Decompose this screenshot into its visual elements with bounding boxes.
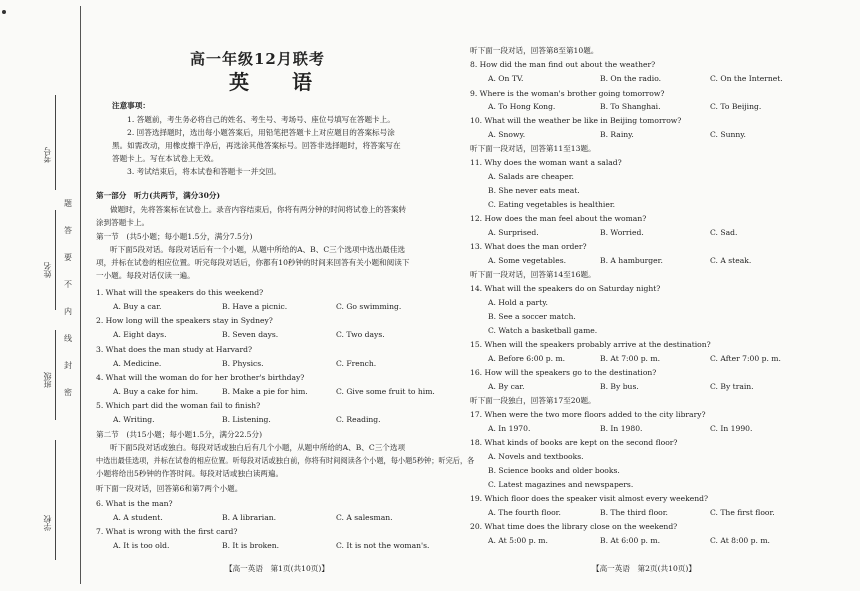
option-b: B. Science books and older books. xyxy=(488,466,620,475)
question: 10. What will the weather be like in Beijing tomorrow? xyxy=(470,116,682,125)
xingming-blank xyxy=(55,210,56,310)
notes-line: 黑。如需改动，用橡皮擦干净后，再选涂其他答案标号。回答非选择题时，将答案写在 xyxy=(112,141,401,150)
option-c: C. Give some fruit to him. xyxy=(336,387,435,396)
listen-instruction: 听下面一段对话，回答第6和第7两个小题。 xyxy=(96,484,243,493)
listen-instruction: 听下面一段对话，回答第14至16题。 xyxy=(470,270,596,279)
seal-char: 题 xyxy=(64,199,72,208)
xuexiao-blank xyxy=(55,440,56,560)
question: 9. Where is the woman's brother going tomorrow? xyxy=(470,89,665,98)
option-c: C. Latest magazines and newspapers. xyxy=(488,480,634,489)
option-a: A. A student. xyxy=(113,513,163,522)
option-b: B. Have a picnic. xyxy=(222,302,288,311)
question: 3. What does the man study at Harvard? xyxy=(96,345,253,354)
label-xuexiao: 学校 xyxy=(43,515,52,531)
section2-heading: 第二节 (共15小题；每小题1.5分，满分22.5分) xyxy=(96,430,263,439)
option-b: B. Listening. xyxy=(222,415,271,424)
option-a: A. It is too old. xyxy=(113,541,170,550)
option-b: B. To Shanghai. xyxy=(600,102,661,111)
notes-line: 2. 回答选择题时，选出每小题答案后，用铅笔把答题卡上对应题目的答案标号涂 xyxy=(127,128,395,137)
notes-line: 1. 答题前，考生务必将自己的姓名、考生号、考场号、座位号填写在答题卡上。 xyxy=(127,115,395,124)
option-a: A. Surprised. xyxy=(488,228,539,237)
listen-instruction: 听下面一段对话，回答第11至13题。 xyxy=(470,144,596,153)
option-c: C. It is not the woman's. xyxy=(336,541,430,550)
option-c: C. By train. xyxy=(710,382,754,391)
seal-char: 线 xyxy=(64,334,72,343)
subject-title: 英 语 xyxy=(229,70,330,94)
question: 2. How long will the speakers stay in Sydney? xyxy=(96,316,273,325)
option-b: B. Worried. xyxy=(600,228,644,237)
section2-intro: 中选出最佳选项，并标在试卷的相应位置。听每段对话或独白前，你将有时间阅读各个小题，每小题5秒钟；听完后，各 xyxy=(96,456,475,465)
question: 5. Which part did the woman fail to finish? xyxy=(96,401,261,410)
option-a: A. Novels and textbooks. xyxy=(488,452,584,461)
question: 18. What kinds of books are kept on the second floor? xyxy=(470,438,678,447)
question: 6. What is the man? xyxy=(96,499,173,508)
option-c: C. Sad. xyxy=(710,228,738,237)
binding-line xyxy=(80,6,81,584)
option-a: A. Medicine. xyxy=(113,359,162,368)
option-a: A. To Hong Kong. xyxy=(488,102,556,111)
seal-char: 不 xyxy=(64,280,72,289)
seal-char: 封 xyxy=(64,361,72,370)
question: 19. Which floor does the speaker visit almost every weekend? xyxy=(470,494,709,503)
option-b: B. It is broken. xyxy=(222,541,280,550)
page-footer: 【高一英语 第2页(共10页)】 xyxy=(592,564,696,573)
banji-blank xyxy=(55,330,56,420)
option-b: B. A librarian. xyxy=(222,513,277,522)
notes-heading: 注意事项： xyxy=(112,101,150,110)
option-a: A. At 5:00 p. m. xyxy=(488,536,548,545)
option-a: A. Hold a party. xyxy=(488,298,548,307)
option-a: A. Snowy. xyxy=(488,130,526,139)
part1-intro: 做题时，先将答案标在试卷上。录音内容结束后，你将有两分钟的时间将试卷上的答案转 xyxy=(110,205,407,214)
option-c: C. Watch a basketball game. xyxy=(488,326,598,335)
listen-instruction: 听下面一段对话，回答第8至第10题。 xyxy=(470,46,599,55)
option-a: A. In 1970. xyxy=(488,424,531,433)
option-b: B. The third floor. xyxy=(600,508,668,517)
seal-char: 要 xyxy=(64,253,72,262)
question: 13. What does the man order? xyxy=(470,242,587,251)
page-footer: 【高一英语 第1页(共10页)】 xyxy=(225,564,329,573)
option-c: C. At 8:00 p. m. xyxy=(710,536,770,545)
option-c: C. The first floor. xyxy=(710,508,775,517)
option-c: C. After 7:00 p. m. xyxy=(710,354,781,363)
option-a: A. By car. xyxy=(488,382,525,391)
label-xingming: 姓名 xyxy=(43,262,52,278)
option-b: B. At 6:00 p. m. xyxy=(600,536,660,545)
seal-char: 内 xyxy=(64,307,72,316)
notes-line: 3. 考试结束后，将本试卷和答题卡一并交回。 xyxy=(127,167,281,176)
option-c: C. Reading. xyxy=(336,415,381,424)
option-b: B. She never eats meat. xyxy=(488,186,580,195)
label-banji: 班级 xyxy=(43,372,52,388)
option-b: B. Make a pie for him. xyxy=(222,387,308,396)
question: 15. When will the speakers probably arrive at the destination? xyxy=(470,340,711,349)
option-a: A. Buy a cake for him. xyxy=(113,387,199,396)
option-a: A. On TV. xyxy=(488,74,524,83)
option-c: C. On the Internet. xyxy=(710,74,783,83)
option-c: C. Eating vegetables is healthier. xyxy=(488,200,616,209)
option-b: B. By bus. xyxy=(600,382,639,391)
option-a: A. Some vegetables. xyxy=(488,256,567,265)
seal-char: 密 xyxy=(64,388,72,397)
question: 17. When were the two more floors added to the city library? xyxy=(470,410,706,419)
section1-heading: 第一节 (共5小题；每小题1.5分，满分7.5分) xyxy=(96,232,253,241)
option-b: B. Seven days. xyxy=(222,330,279,339)
option-b: B. A hamburger. xyxy=(600,256,663,265)
option-c: C. Two days. xyxy=(336,330,385,339)
option-c: C. Sunny. xyxy=(710,130,746,139)
option-a: A. Eight days. xyxy=(113,330,167,339)
section2-intro: 听下面5段对话或独白。每段对话或独白后有几个小题，从题中所给的A、B、C三个选项 xyxy=(110,443,406,452)
option-a: A. Before 6:00 p. m. xyxy=(488,354,566,363)
notes-line: 答题卡上。写在本试卷上无效。 xyxy=(112,154,219,163)
option-b: B. In 1980. xyxy=(600,424,643,433)
binding-margin xyxy=(0,0,82,591)
option-c: C. In 1990. xyxy=(710,424,753,433)
option-c: C. Go swimming. xyxy=(336,302,402,311)
question: 1. What will the speakers do this weekend? xyxy=(96,288,264,297)
question: 11. Why does the woman want a salad? xyxy=(470,158,622,167)
question: 20. What time does the library close on the weekend? xyxy=(470,522,678,531)
option-c: C. A salesman. xyxy=(336,513,393,522)
option-b: B. On the radio. xyxy=(600,74,662,83)
listen-instruction: 听下面一段独白，回答第17至20题。 xyxy=(470,396,596,405)
option-c: C. To Beijing. xyxy=(710,102,762,111)
question: 16. How will the speakers go to the destination? xyxy=(470,368,657,377)
option-a: A. Writing. xyxy=(113,415,155,424)
option-b: B. Physics. xyxy=(222,359,264,368)
option-a: A. Salads are cheaper. xyxy=(488,172,574,181)
part1-intro: 涂到答题卡上。 xyxy=(96,218,150,227)
section2-intro: 小题将给出5秒钟的作答时间。每段对话或独白读两遍。 xyxy=(96,469,284,478)
section1-intro: 一小题。每段对话仅读一遍。 xyxy=(96,271,195,280)
section1-intro: 听下面5段对话。每段对话后有一个小题，从题中所给的A、B、C三个选项中选出最佳选 xyxy=(110,245,406,254)
question: 7. What is wrong with the first card? xyxy=(96,527,238,536)
question: 14. What will the speakers do on Saturday night? xyxy=(470,284,661,293)
option-a: A. Buy a car. xyxy=(113,302,162,311)
seal-char: 答 xyxy=(64,226,72,235)
section1-intro: 项，并标在试卷的相应位置。听完每段对话后，你都有10秒钟的时间来回答有关小题和阅读下 xyxy=(96,258,410,267)
option-c: C. A steak. xyxy=(710,256,752,265)
part1-heading: 第一部分 听力(共两节，满分30分) xyxy=(96,191,221,200)
option-b: B. See a soccer match. xyxy=(488,312,576,321)
option-b: B. At 7:00 p. m. xyxy=(600,354,660,363)
option-b: B. Rainy. xyxy=(600,130,634,139)
label-kaohao: 考号 xyxy=(43,147,52,163)
kaohao-blank xyxy=(55,95,56,190)
option-c: C. French. xyxy=(336,359,377,368)
question: 8. How did the man find out about the weather? xyxy=(470,60,656,69)
option-a: A. The fourth floor. xyxy=(488,508,561,517)
exam-title: 高一年级12月联考 xyxy=(190,50,325,68)
question: 4. What will the woman do for her brother's birthday? xyxy=(96,373,305,382)
question: 12. How does the man feel about the woman? xyxy=(470,214,647,223)
